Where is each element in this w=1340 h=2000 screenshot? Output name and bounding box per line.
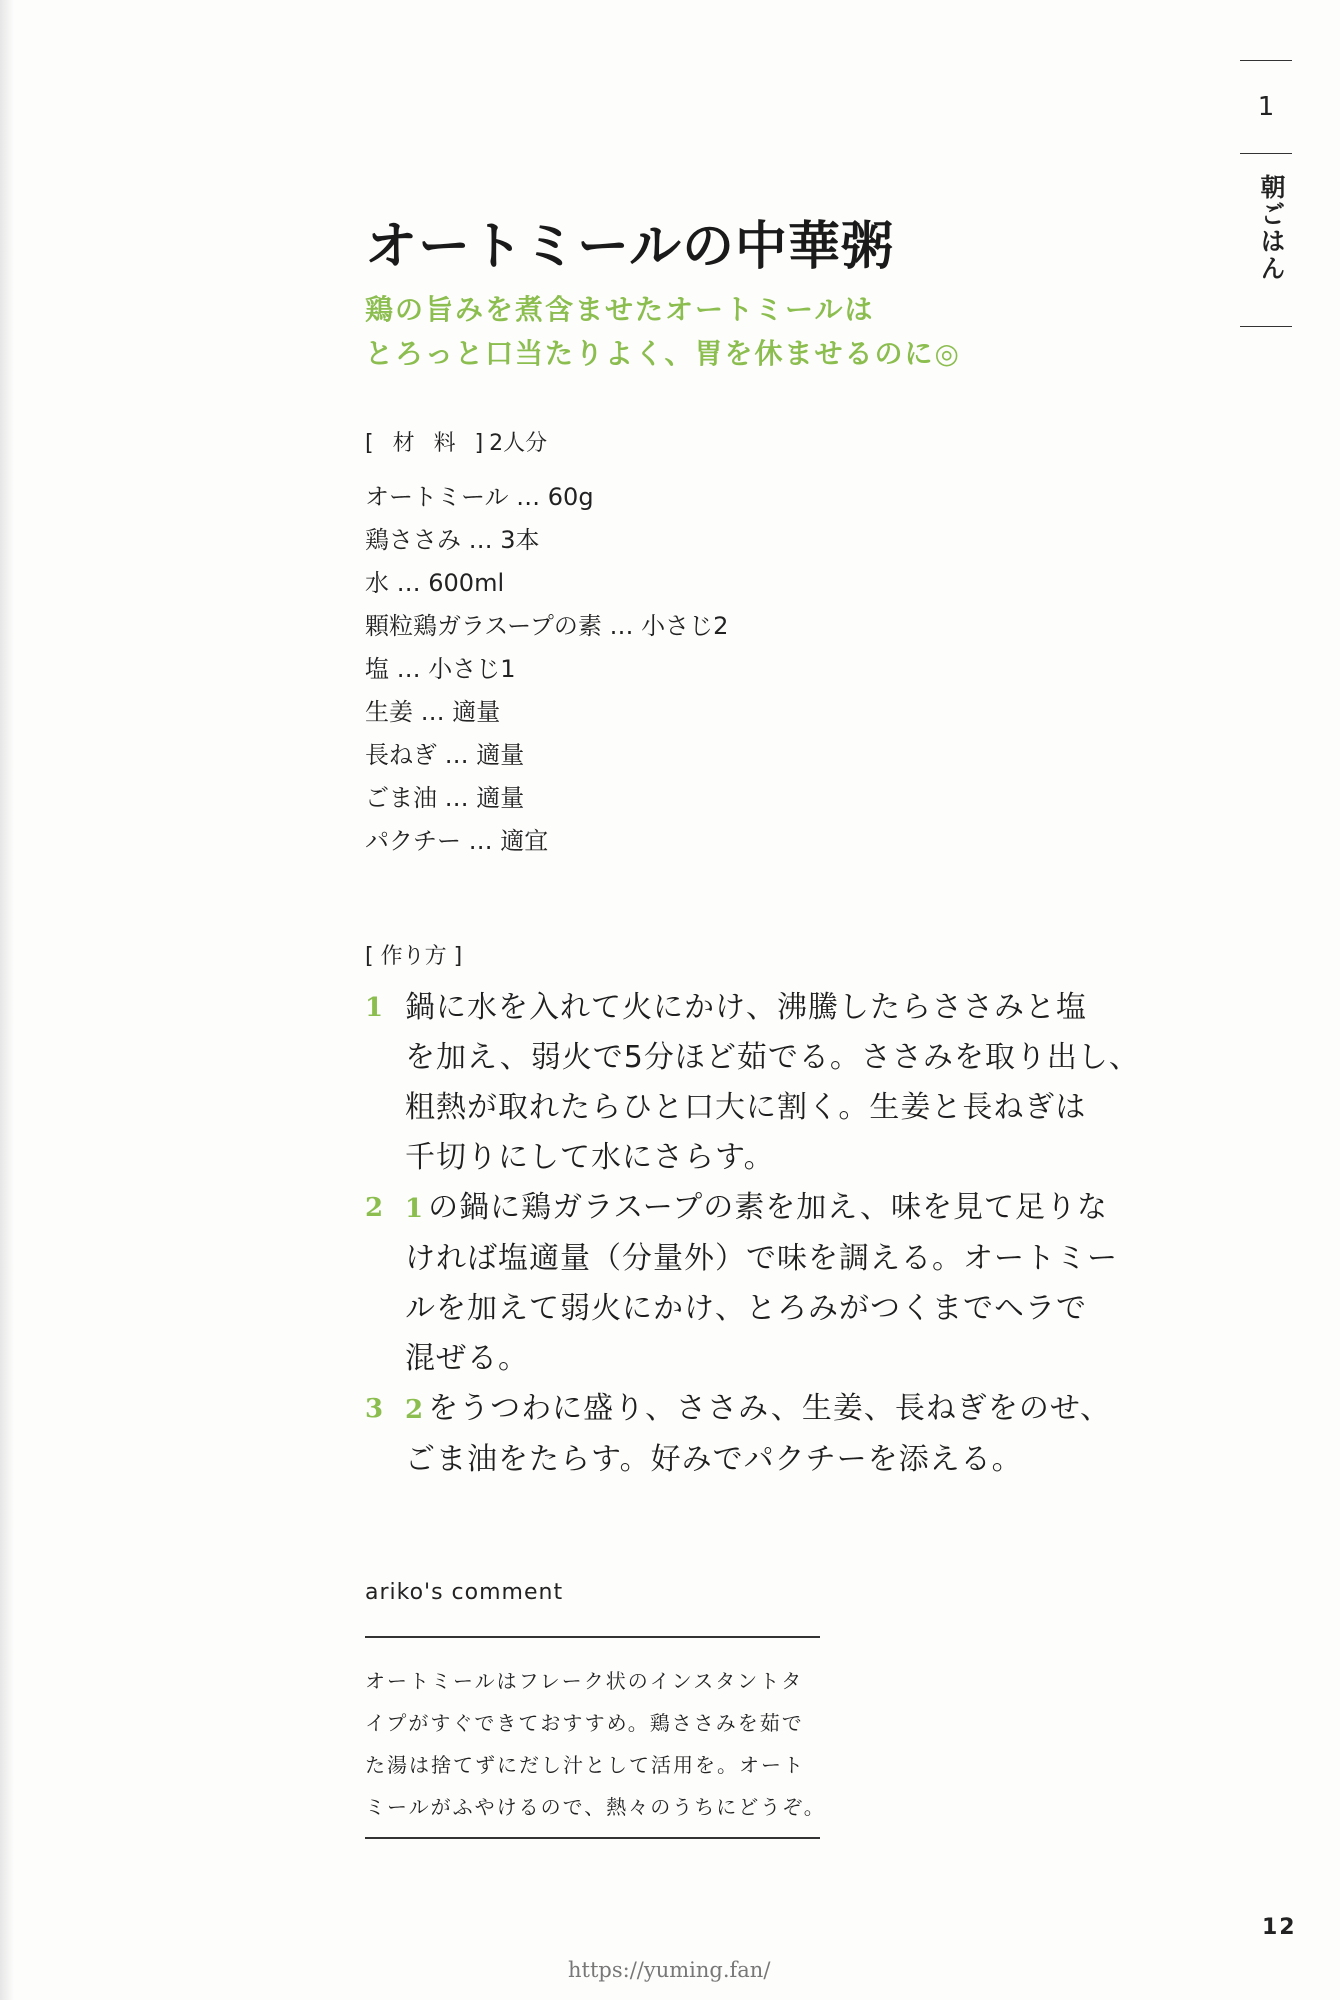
ingredient-item: 鶏ささみ … 3本 <box>365 526 540 554</box>
watermark-url: https://yuming.fan/ <box>568 1958 771 1982</box>
ingredient-item: ごま油 … 適量 <box>365 784 525 812</box>
comment-rule-top <box>365 1636 820 1638</box>
step-line-first <box>405 1183 1125 1234</box>
method-header: [ 作り方 ] <box>365 944 463 969</box>
method-step <box>365 1183 1125 1384</box>
method-step <box>365 1384 1125 1485</box>
step-reference: 1 <box>405 1194 425 1224</box>
ingredient-item: 長ねぎ … 適量 <box>365 741 525 769</box>
subtitle-line: とろっと口当たりよく、胃を休ませるのに◎ <box>365 337 961 370</box>
ingredient-item: 水 … 600ml <box>365 569 505 597</box>
subtitle-line: 鶏の旨みを煮含ませたオートミールは <box>365 293 875 326</box>
comment-body <box>365 1660 826 1828</box>
comment-line: オートミールはフレーク状のインスタントタ <box>365 1669 804 1693</box>
step-line: ルを加えて弱火にかけ、とろみがつくまでヘラで <box>405 1291 1087 1326</box>
method-step <box>365 983 1140 1183</box>
comment-line: た湯は捨てずにだし汁として活用を。オート <box>365 1753 805 1777</box>
method-steps <box>365 983 1140 1485</box>
step-line: 千切りにして水にさらす。 <box>405 1140 775 1175</box>
comment-title: ariko's comment <box>365 1580 564 1605</box>
step-line: ごま油をたらす。好みでパクチーを添える。 <box>405 1442 1023 1477</box>
page-number: 12 <box>1262 1915 1297 1940</box>
step-line: ければ塩適量（分量外）で味を調える。オートミー <box>405 1241 1118 1276</box>
ingredient-item: オートミール … 60g <box>365 483 594 511</box>
chapter-number: 1 <box>1257 92 1275 122</box>
step-line: 混ぜる。 <box>405 1341 529 1376</box>
ingredient-item: 塩 … 小さじ1 <box>365 655 516 683</box>
ingredient-item: パクチー … 適宜 <box>365 827 549 855</box>
step-line: 鍋に水を入れて火にかけ、沸騰したらささみと塩 <box>405 990 1087 1025</box>
ingredient-item: 生姜 … 適量 <box>365 698 501 726</box>
step-number: 3 <box>365 1394 385 1424</box>
step-line-first <box>405 1384 1125 1435</box>
step-number: 1 <box>365 993 385 1023</box>
step-number: 2 <box>365 1193 385 1223</box>
chapter-tab-rule-bottom <box>1240 326 1292 327</box>
page-edge-shadow <box>0 0 14 2000</box>
ingredients-list <box>365 476 728 863</box>
recipe-title: オートミールの中華粥 <box>365 217 894 277</box>
ingredients-servings: 2人分 <box>489 431 548 456</box>
chapter-label: 朝ごはん <box>1257 174 1286 282</box>
ingredients-heading: [ 材 料 ] <box>365 431 490 456</box>
ingredient-item: 顆粒鶏ガラスープの素 … 小さじ2 <box>365 612 729 640</box>
comment-line: イプがすぐできておすすめ。鶏ささみを茹で <box>365 1711 804 1735</box>
step-line: を加え、弱火で5分ほど茹でる。ささみを取り出し、 <box>405 1040 1140 1075</box>
ingredients-header <box>365 426 547 457</box>
chapter-tab <box>1240 60 1292 327</box>
step-line: 粗熱が取れたらひと口大に割く。生姜と長ねぎは <box>405 1090 1087 1125</box>
step-line: の鍋に鶏ガラスープの素を加え、味を見て足りな <box>428 1190 1108 1225</box>
step-line: をうつわに盛り、ささみ、生姜、長ねぎをのせ、 <box>428 1391 1111 1426</box>
recipe-subtitle <box>365 288 961 376</box>
comment-line: ミールがふやけるので、熱々のうちにどうぞ。 <box>365 1795 826 1819</box>
comment-rule-bottom <box>365 1837 820 1839</box>
step-reference: 2 <box>405 1395 425 1425</box>
